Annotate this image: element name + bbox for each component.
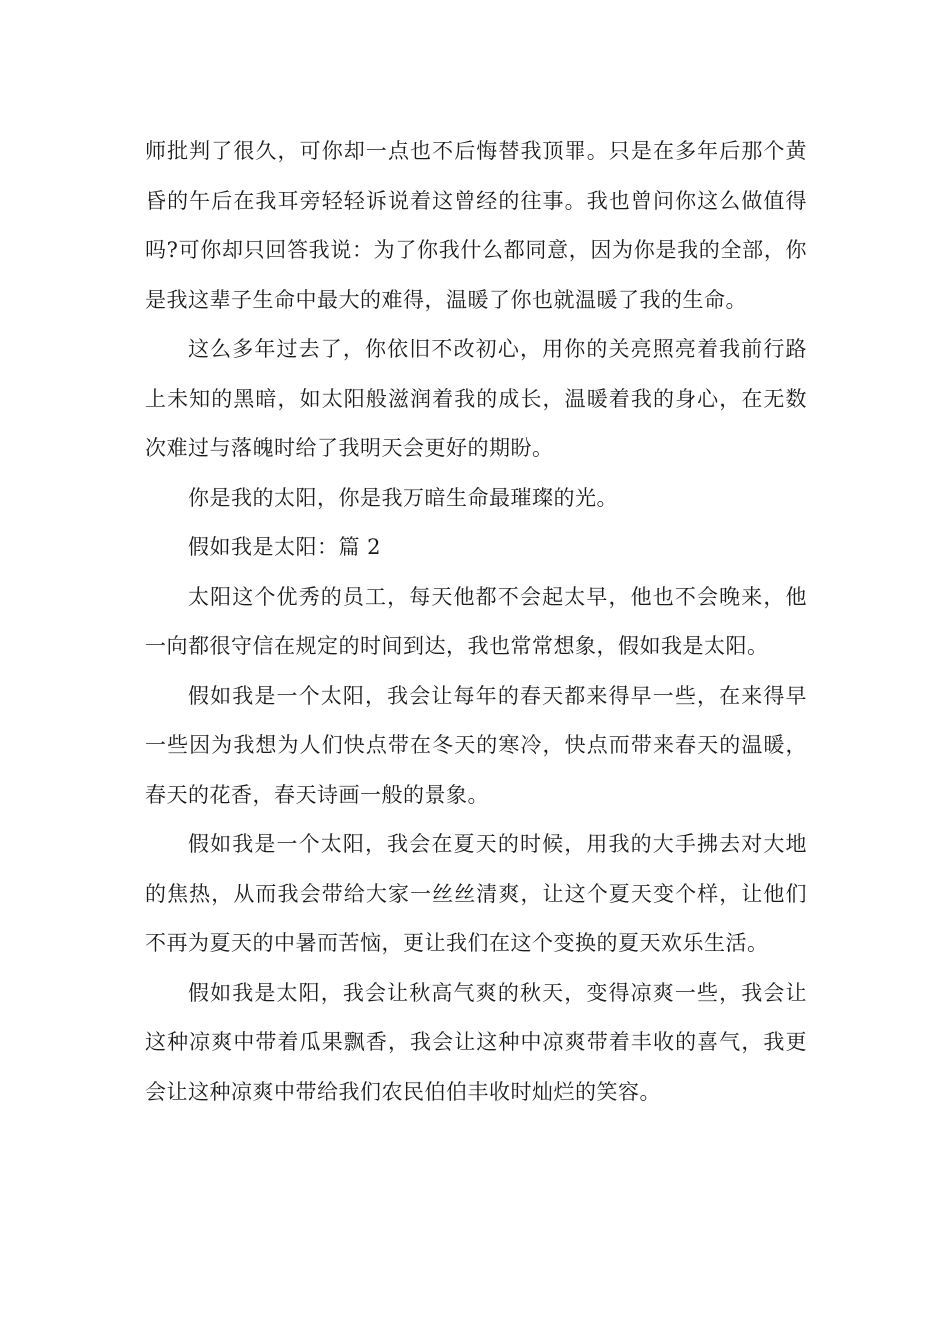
paragraph-5: 太阳这个优秀的员工，每天他都不会起太早，他也不会晚来，他一向都很守信在规定的时间到达，我也常常想象，假如我是太阳。 — [145, 584, 807, 658]
paragraph-6: 假如我是一个太阳，我会让每年的春天都来得早一些，在来得早一些因为我想为人们快点带在冬天的寒冷，快点而带来春天的温暖，春天的花香，春天诗画一般的景象。 — [145, 683, 807, 807]
section-heading: 假如我是太阳：篇 2 — [188, 535, 382, 559]
document-body — [145, 127, 807, 1117]
paragraph-3: 你是我的太阳，你是我万暗生命最璀璨的光。 — [188, 485, 618, 510]
paragraph-1: 师批判了很久，可你却一点也不后悔替我顶罪。只是在多年后那个黄昏的午后在我耳旁轻轻诉说着这曾经的往事。我也曾问你这么做值得吗?可你却只回答我说：为了你我什么都同意，因为你是我的全部，你是我这辈子生命中最大的难得，温暖了你也就温暖了我的生命。 — [145, 139, 807, 312]
paragraph-7: 假如我是一个太阳，我会在夏天的时候，用我的大手拂去对大地的焦热，从而我会带给大家一丝丝清爽，让这个夏天变个样，让他们不再为夏天的中暑而苦恼，更让我们在这个变换的夏天欢乐生活。 — [145, 832, 807, 955]
paragraph-8: 假如我是太阳，我会让秋高气爽的秋天，变得凉爽一些，我会让这种凉爽中带着瓜果飘香，我会让这种中凉爽带着丰收的喜气，我更会让这种凉爽中带给我们农民伯伯丰收时灿烂的笑容。 — [145, 980, 807, 1104]
paragraph-2: 这么多年过去了，你依旧不改初心，用你的关亮照亮着我前行路上未知的黑暗，如太阳般滋润着我的成长，温暖着我的身心，在无数次难过与落魄时给了我明天会更好的期盼。 — [145, 337, 807, 460]
